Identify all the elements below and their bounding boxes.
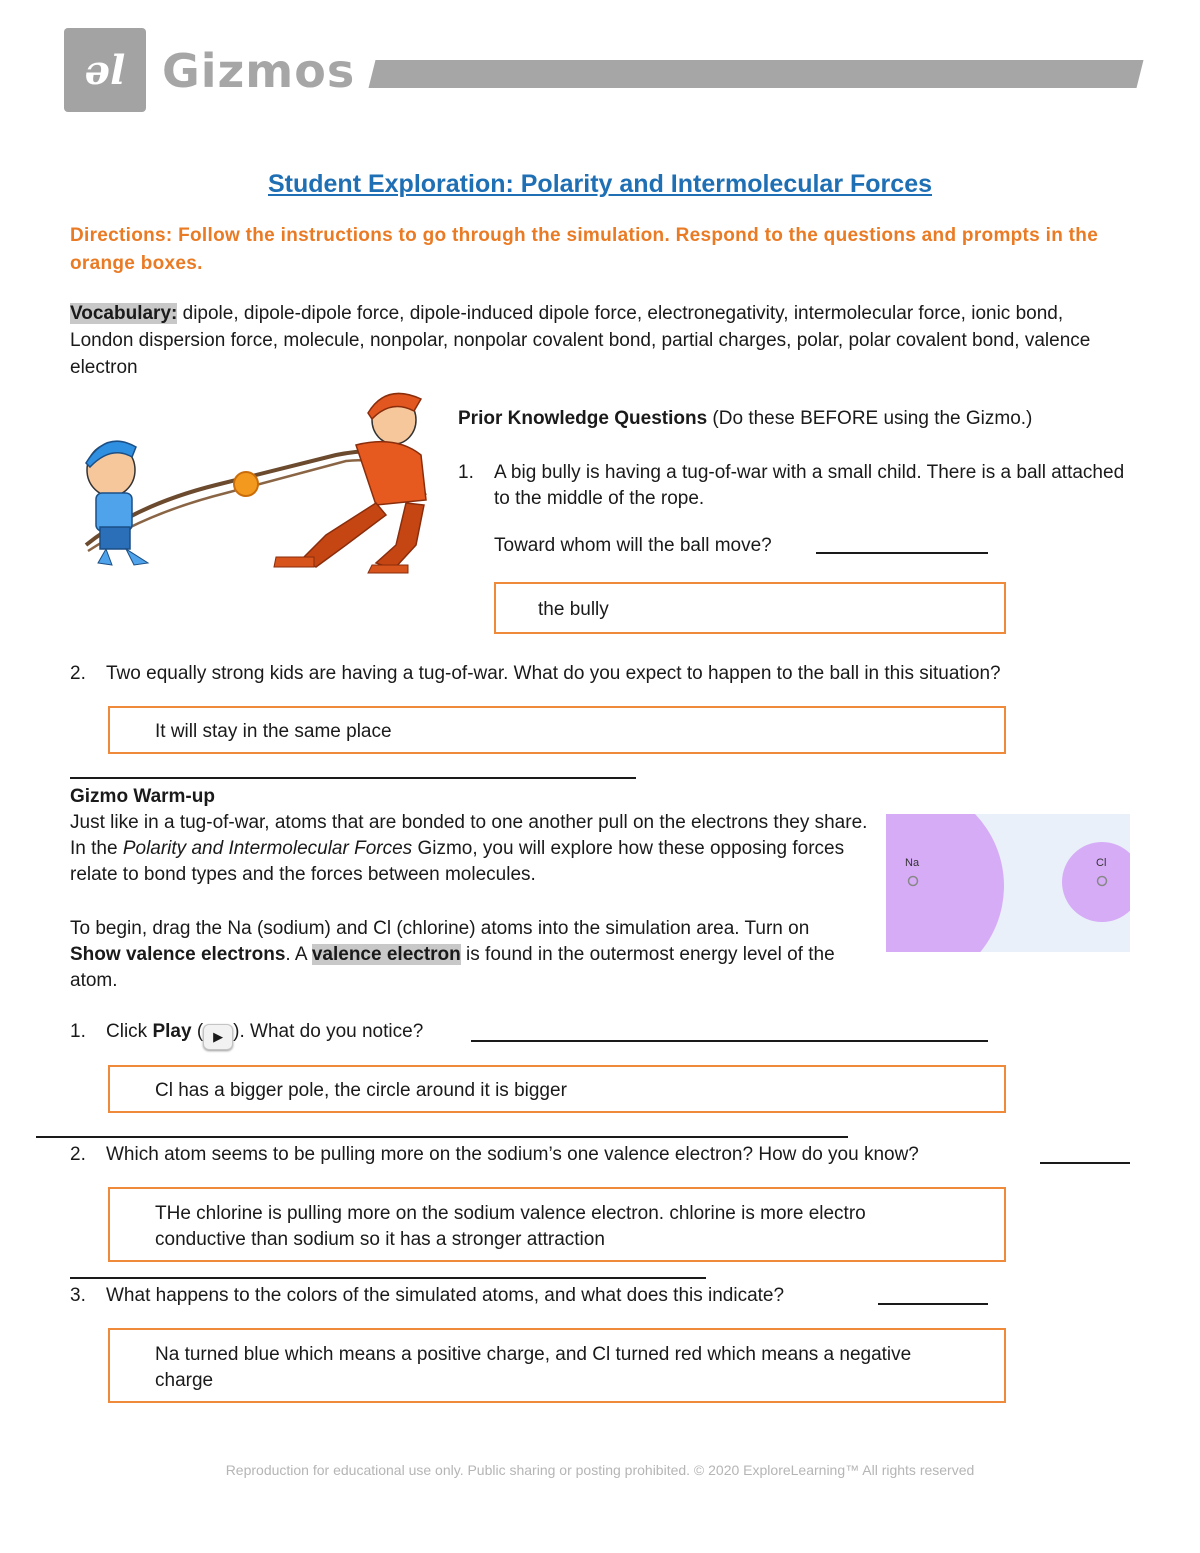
prior-q1-prompt: Toward whom will the ball move? [494, 535, 772, 556]
warmup-q2-part-b: How do you know? [758, 1144, 919, 1165]
prior-heading-bold: Prior Knowledge Questions [458, 408, 708, 429]
prior-q2-answer-box[interactable] [108, 706, 1006, 754]
brand-name: Gizmos [162, 44, 356, 98]
brand-bar [369, 60, 1144, 88]
warmup-q1-number: 1. [70, 1021, 86, 1042]
warmup-paragraph-1 [70, 810, 870, 888]
prior-q1-answer: the bully [538, 599, 609, 620]
warmup-q3-answer: Na turned blue which means a positive charge, and Cl turned red which means a negative charge [155, 1344, 912, 1391]
warmup-q2-answer-box[interactable] [108, 1187, 1006, 1262]
prior-q1-answer-box[interactable] [494, 582, 1006, 634]
warmup-p1-part-b: Gizmo, you will explore how these opposing forces relate to bond types and the forces between molecules. [70, 838, 845, 885]
warmup-q1-blank-line [471, 1040, 988, 1042]
simulation-snapshot [886, 814, 1130, 952]
warmup-p2-part-b: . A [285, 944, 312, 965]
warmup-heading [70, 784, 215, 810]
warmup-q1-text [106, 1019, 423, 1050]
logo-mark: əl [84, 46, 126, 94]
footer: Reproduction for educational use only. Public sharing or posting prohibited. © 2020 ExploreLearning™ All rights reserved [225, 1462, 975, 1478]
warmup-p2-bold: Show valence electrons [70, 944, 286, 965]
section-divider [70, 777, 636, 779]
warmup-q1-part-b: ( [191, 1021, 204, 1042]
warmup-q3-top-line [70, 1277, 706, 1279]
warmup-q1-part-c: ). What do you notice? [233, 1021, 424, 1042]
warmup-heading-text: Gizmo Warm-up [70, 786, 215, 807]
vocabulary-terms: dipole, dipole-dipole force, dipole-induced dipole force, electronegativity, intermolecular force, ionic bond, London dispersion force, molecule, nonpolar, nonpolar covalent bond, partial charges, polar, polar covalent bond, valence electron [70, 303, 1091, 378]
directions: Directions: Follow the instructions to go through the simulation. Respond to the questions and prompts in the orange boxes. [70, 225, 1099, 274]
prior-q2-number: 2. [70, 663, 86, 684]
warmup-p1-italic: Polarity and Intermolecular Forces [122, 838, 413, 859]
warmup-q3-answer-box[interactable] [108, 1328, 1006, 1403]
vocabulary [70, 300, 1130, 381]
warmup-q2-text [106, 1142, 919, 1168]
warmup-q2-number: 2. [70, 1144, 86, 1165]
prior-heading-note: (Do these BEFORE using the Gizmo.) [707, 408, 1033, 429]
warmup-q3-text: What happens to the colors of the simulated atoms, and what does this indicate? [106, 1285, 785, 1306]
prior-q1-blank-line [816, 552, 988, 554]
atom-label-cl: Cl [1096, 857, 1107, 869]
prior-q2-answer: It will stay in the same place [155, 721, 392, 742]
warmup-q3-blank-line [878, 1303, 988, 1305]
explorelearning-logo [64, 28, 146, 112]
vocabulary-label: Vocabulary: [70, 303, 178, 324]
atom-label-na: Na [905, 857, 920, 869]
warmup-p2-part-c: is found in the outermost energy level of the atom. [70, 944, 835, 991]
tug-of-war-illustration [76, 385, 448, 575]
warmup-q3-number: 3. [70, 1285, 86, 1306]
prior-q1-text: A big bully is having a tug-of-war with a small child. There is a ball attached to the middle of the rope. [494, 462, 1125, 509]
warmup-q2-blank-line [1040, 1162, 1130, 1164]
warmup-q1-answer-box[interactable] [108, 1065, 1006, 1113]
page-title: Student Exploration: Polarity and Intermolecular Forces [267, 170, 932, 198]
warmup-q2-answer: THe chlorine is pulling more on the sodium valence electron. chlorine is more electro conductive than sodium so it has a stronger attraction [155, 1203, 866, 1250]
play-icon: ▶ [203, 1024, 233, 1050]
warmup-p1-part-a: Just like in a tug-of-war, atoms that are bonded to one another pull on the electrons they share. In the [70, 812, 868, 859]
warmup-q1-bold: Play [152, 1021, 192, 1042]
prior-q1-number: 1. [458, 462, 474, 483]
atoms-graphic [886, 814, 1130, 952]
prior-knowledge-heading [458, 406, 1138, 432]
warmup-q2-top-line [36, 1136, 848, 1138]
warmup-paragraph-2 [70, 916, 860, 994]
warmup-q1-answer: Cl has a bigger pole, the circle around it is bigger [155, 1080, 567, 1101]
warmup-q2-part-a: Which atom seems to be pulling more on the sodium’s one valence electron? [106, 1144, 759, 1165]
warmup-p2-highlight: valence electron [311, 944, 461, 965]
warmup-q1-part-a: Click [106, 1021, 153, 1042]
warmup-p2-part-a: To begin, drag the Na (sodium) and Cl (chlorine) atoms into the simulation area. Turn on [70, 918, 810, 939]
prior-q2-text: Two equally strong kids are having a tug-of-war. What do you expect to happen to the ball in this situation? [106, 663, 1001, 684]
